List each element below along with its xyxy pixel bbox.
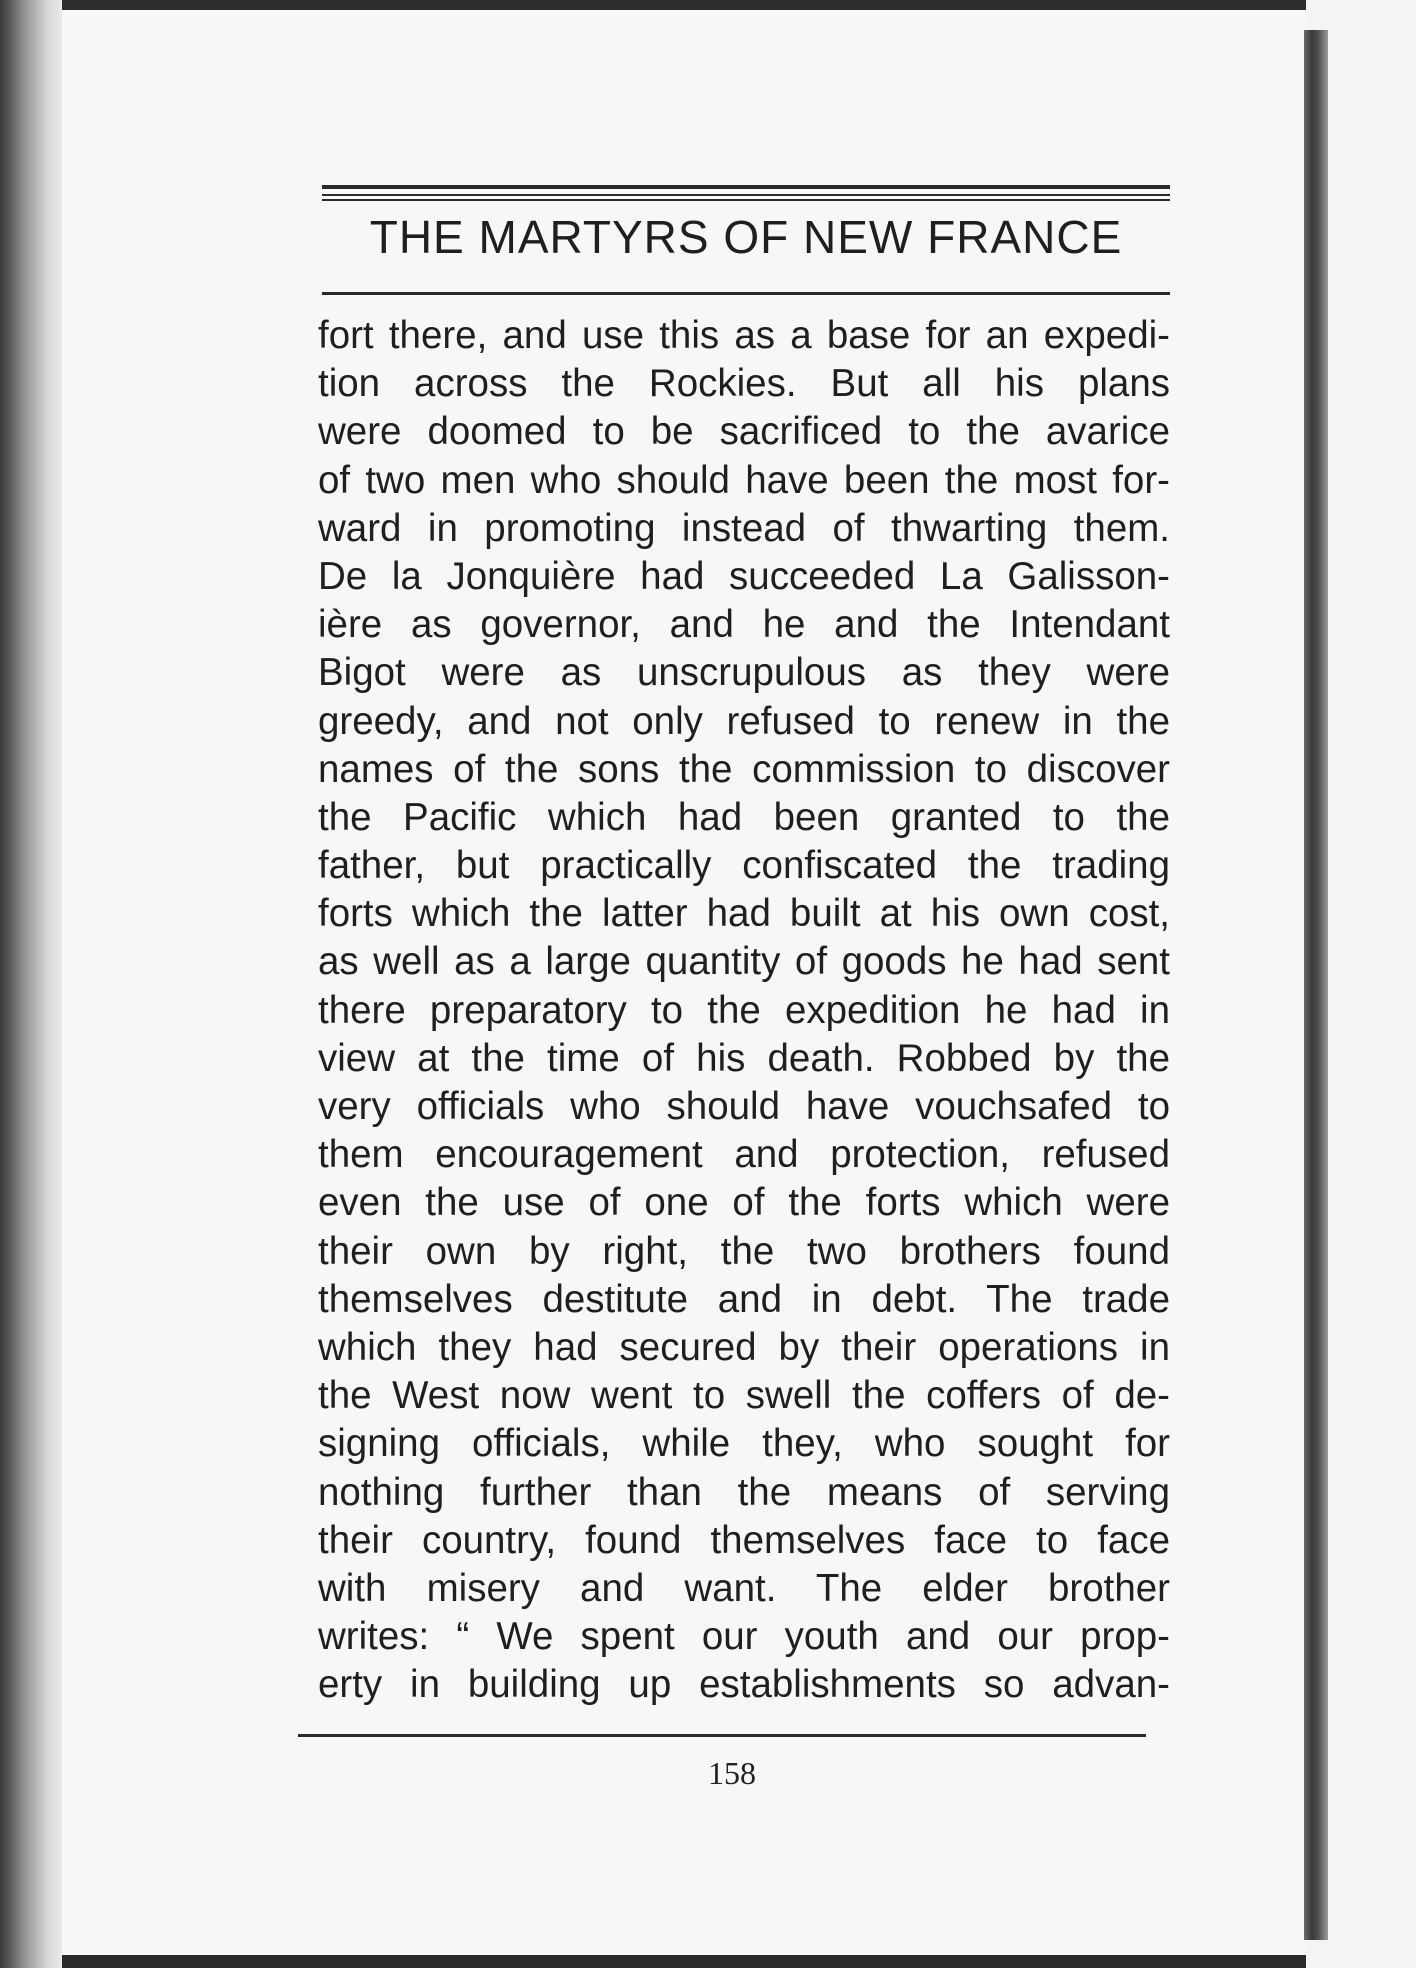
text-line: the West now went to swell the coffers of de-: [318, 1374, 1170, 1418]
text-line: view at the time of his death. Robbed by the: [318, 1036, 1170, 1080]
body-text: [318, 312, 1170, 1709]
text-line: tion across the Rockies. But all his plans: [318, 362, 1170, 406]
text-line: fort there, and use this as a base for an expedi-: [318, 314, 1170, 357]
page-number: 158: [708, 1755, 756, 1791]
header-underline-rule: [322, 292, 1170, 295]
text-line: very officials who should have vouchsafed to: [318, 1085, 1170, 1128]
text-line: names of the sons the commission to discover: [318, 747, 1170, 791]
text-line: signing officials, while they, who sought for: [318, 1422, 1170, 1466]
text-line: as well as a large quantity of goods he had sent: [318, 940, 1170, 984]
text-line: forts which the latter had built at his own cost,: [318, 892, 1170, 936]
header-rule-thick: [322, 185, 1170, 189]
text-line: were doomed to be sacrificed to the avarice: [318, 410, 1170, 454]
text-line: writes: “ We spent our youth and our prop-: [318, 1615, 1170, 1659]
book-gutter: [1304, 30, 1328, 1940]
text-line: ière as governor, and he and the Intendant: [318, 603, 1170, 647]
book-page-edges: [0, 0, 62, 1968]
text-line: there preparatory to the expedition he had in: [318, 988, 1170, 1032]
header-rule-thin-lower: [322, 199, 1170, 201]
text-line: even the use of one of the forts which were: [318, 1181, 1170, 1225]
text-line: their country, found themselves face to face: [318, 1518, 1170, 1562]
text-line: Bigot were as unscrupulous as they were: [318, 651, 1170, 695]
header-rule-thin: [322, 194, 1170, 196]
text-line: the Pacific which had been granted to the: [318, 795, 1170, 839]
text-line: erty in building up establishments so advan-: [318, 1663, 1170, 1707]
text-line: themselves destitute and in debt. The trade: [318, 1277, 1170, 1321]
footer-rule: [298, 1734, 1146, 1737]
text-line: father, but practically confiscated the trading: [318, 844, 1170, 888]
text-line: with misery and want. The elder brother: [318, 1566, 1170, 1610]
running-head: THE MARTYRS OF NEW FRANCE: [369, 211, 1123, 263]
text-line: ward in promoting instead of thwarting them.: [318, 506, 1170, 550]
text-line: which they had secured by their operations in: [318, 1325, 1170, 1369]
text-line: nothing further than the means of serving: [318, 1470, 1170, 1514]
text-line: De la Jonquière had succeeded La Galisson-: [318, 554, 1170, 598]
text-line: greedy, and not only refused to renew in the: [318, 699, 1170, 743]
text-line: them encouragement and protection, refused: [318, 1133, 1170, 1177]
text-line: of two men who should have been the most for-: [318, 458, 1170, 502]
text-line: their own by right, the two brothers found: [318, 1229, 1170, 1273]
